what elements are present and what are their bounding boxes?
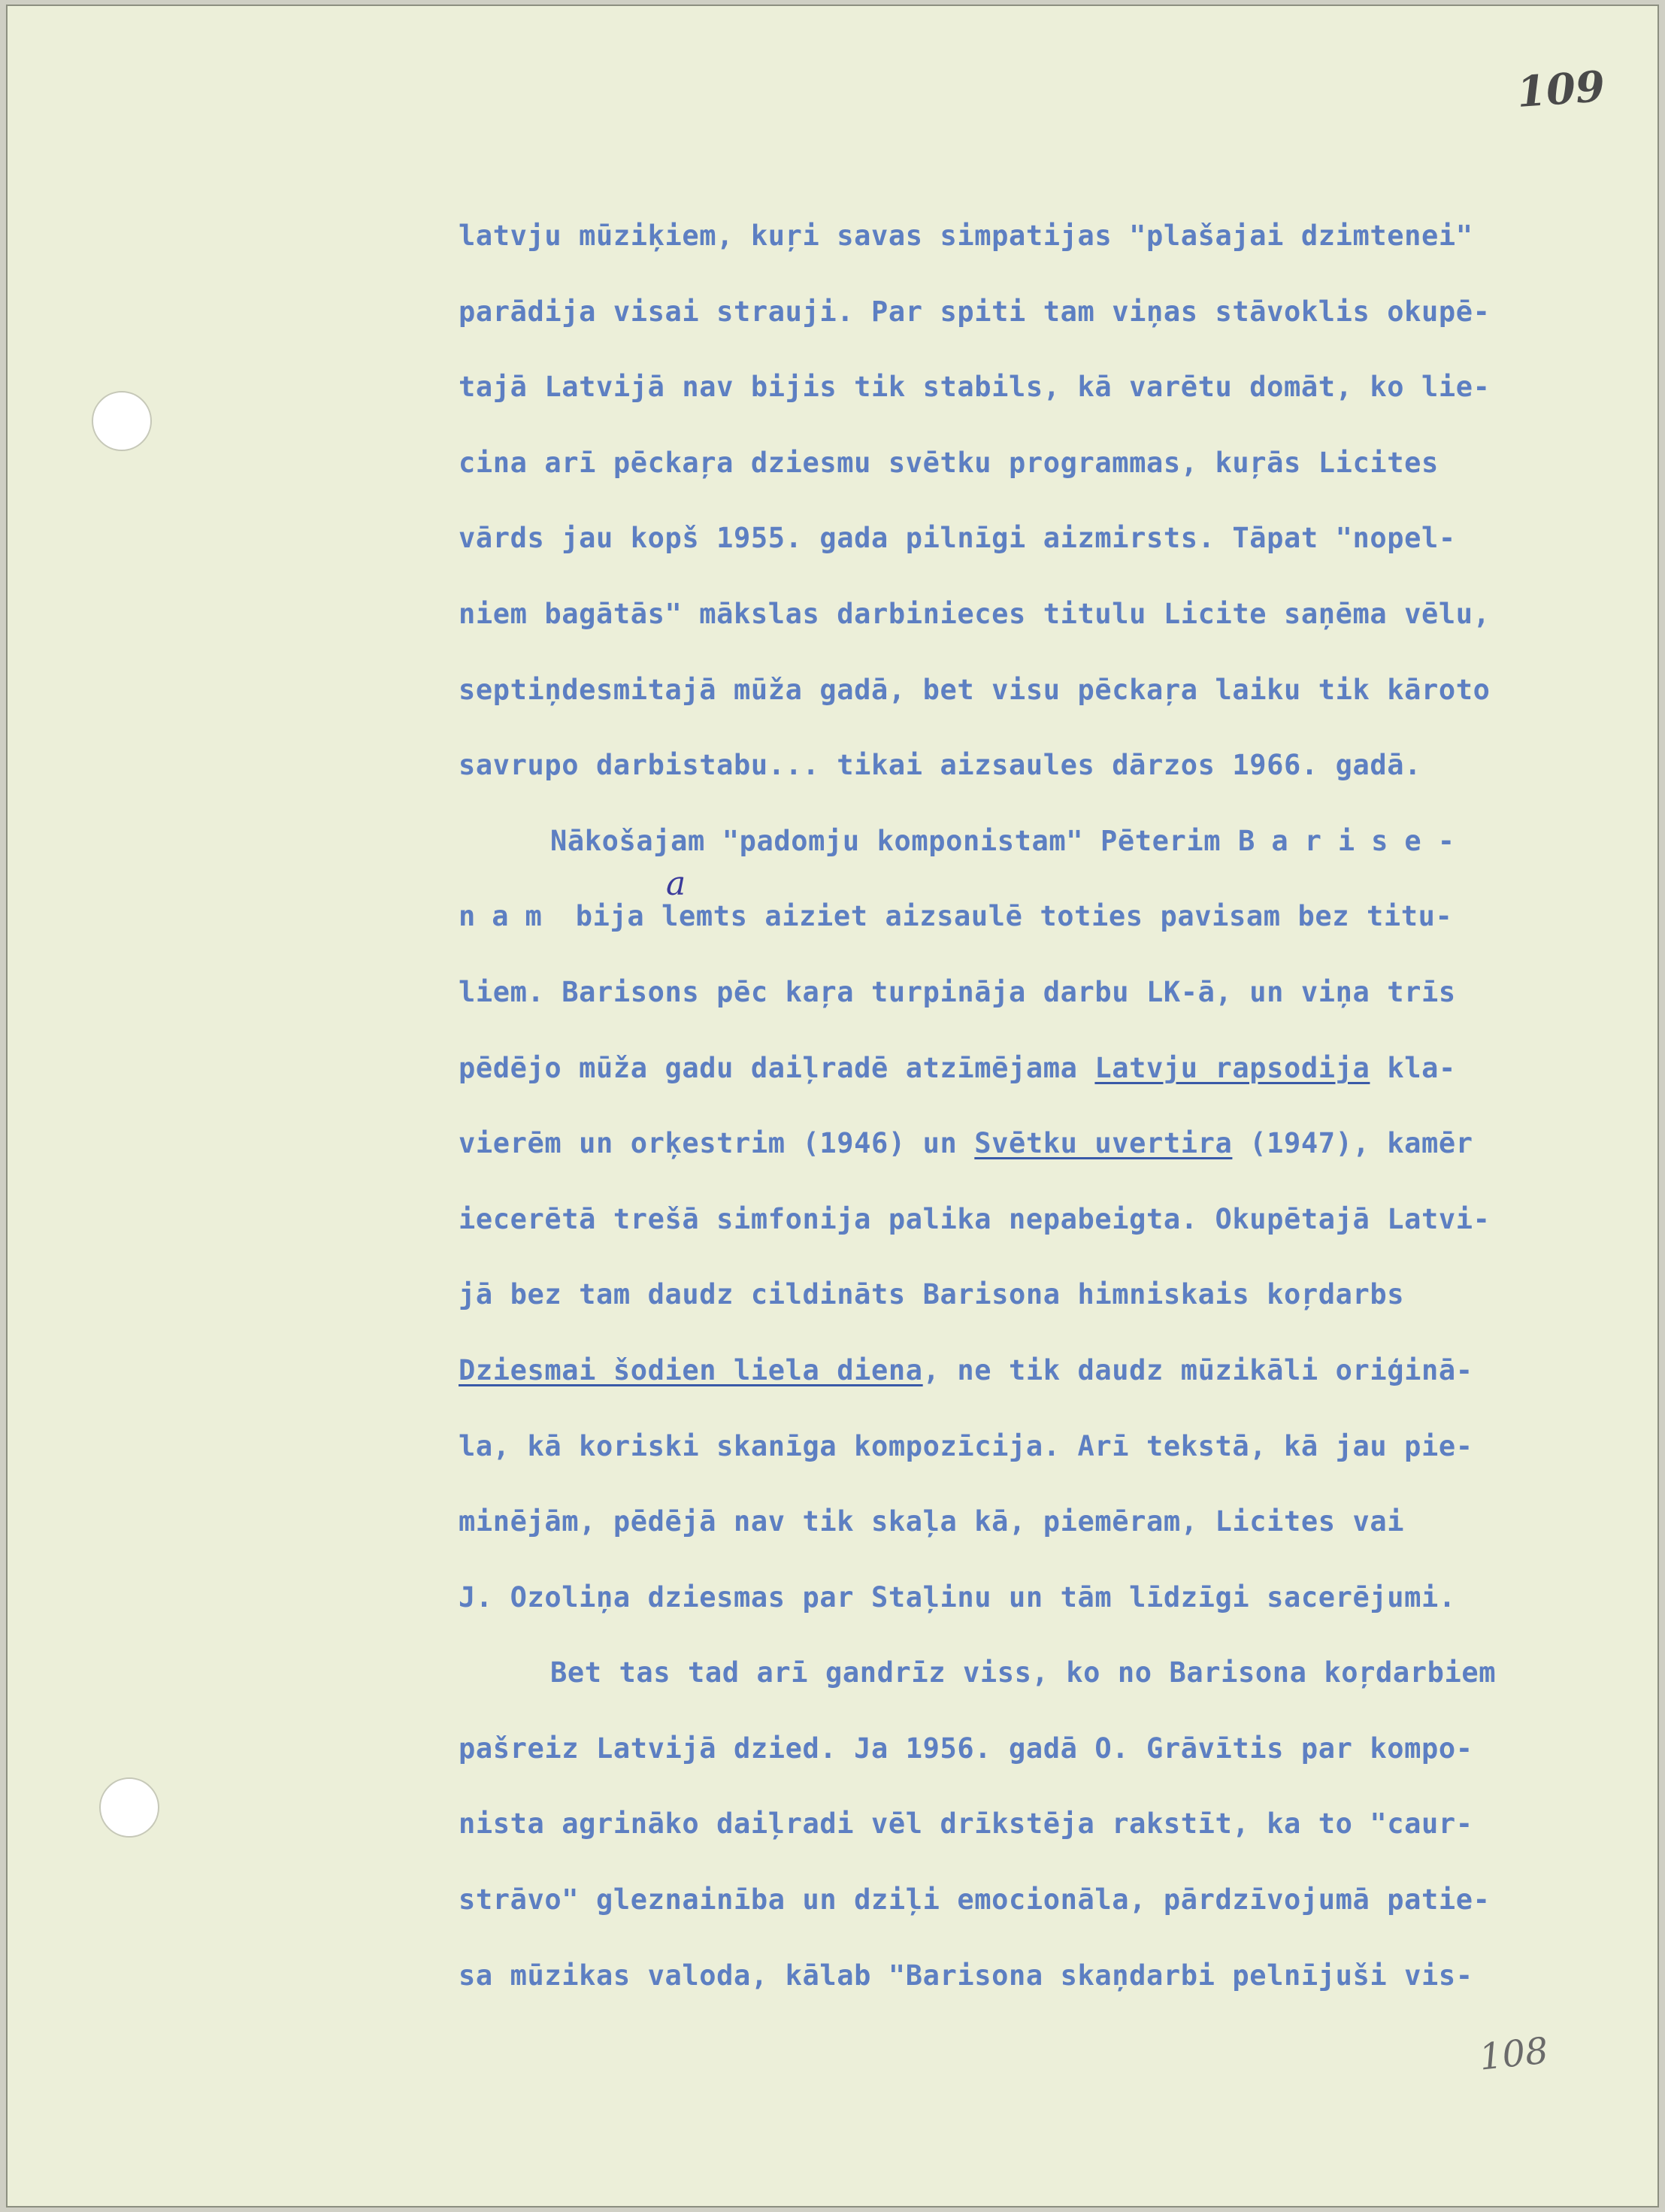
spaced-name: Barise- [1238,824,1471,857]
text-line: iecerētā trešā simfonija palika nepabeigta. Okupētajā Latvi- [459,1202,1491,1235]
punch-hole [92,391,152,451]
text-line: J. Ozoliņa dziesmas par Staļinu un tām līdzīgi sacerējumi. [459,1580,1456,1614]
text-line: pašreiz Latvijā dzied. Ja 1956. gadā O. Grāvītis par kompo- [459,1732,1473,1765]
text-line: parādija visai strauji. Par spiti tam viņas stāvoklis okupē- [459,295,1491,328]
text-line: minējām, pēdējā nav tik skaļa kā, piemēram, Licites vai [459,1505,1405,1538]
text-line [459,1043,1601,1119]
underlined-title: Dziesmai šodien liela diena [459,1353,923,1386]
text-line [459,1345,1601,1421]
typed-text-body [459,211,1601,2026]
underlined-title: Latvju rapsodija [1094,1051,1370,1084]
text-span: vierēm un orķestrim (1946) un [459,1127,975,1160]
handwritten-correction: a [666,865,686,903]
text-span: (1947), kamēr [1232,1127,1473,1160]
text-span: , ne tik daudz mūzikāli oriģinā- [922,1353,1473,1386]
underlined-title: Svētku uvertira [974,1127,1233,1160]
text-line [459,816,1601,892]
text-span: kla- [1370,1051,1456,1084]
text-line: liem. Barisons pēc kaŗa turpināja darbu LK-ā, un viņa trīs [459,975,1456,1008]
spaced-name: nam [459,900,559,933]
text-span: pēdējo mūža gadu daiļradē atzīmējama [459,1051,1095,1084]
text-line: vārds jau kopš 1955. gada pilnīgi aizmirsts. Tāpat "nopel- [459,522,1456,555]
text-line: latvju mūziķiem, kuŗi savas simpatijas "plašajai dzimtenei" [459,220,1473,252]
page-number-handwritten: 109 [1515,62,1607,117]
text-line: sa mūzikas valoda, kālab "Barisona skaņdarbi pelnījuši vis- [459,1959,1473,1992]
document-page [6,5,1659,2207]
text-line: septiņdesmitajā mūža gadā, bet visu pēckaŗa laiku tik kāroto [459,673,1491,706]
text-line [459,1118,1601,1194]
punch-hole [99,1777,159,1838]
text-line: Bet tas tad arī gandrīz viss, ko no Barisona koŗdarbiem [550,1656,1497,1689]
text-span: bija lemts aiziet aizsaulē toties pavisam bez titu- [558,900,1453,933]
text-span: Nākošajam "padomju komponistam" Pēterim [550,824,1239,857]
text-line: jā bez tam daudz cildināts Barisona himniskais koŗdarbs [459,1278,1405,1311]
text-line: nista agrināko daiļradi vēl drīkstēja rakstīt, ka to "caur- [459,1807,1473,1841]
text-line: cina arī pēckaŗa dziesmu svētku programmas, kuŗās Licites [459,446,1439,479]
text-line: la, kā koriski skanīga kompozīcija. Arī tekstā, kā jau pie- [459,1429,1473,1462]
text-line: savrupo darbistabu... tikai aizsaules dārzos 1966. gadā. [459,749,1422,782]
text-line: niem bagātās" mākslas darbinieces titulu Licite saņēma vēlu, [459,597,1491,630]
text-line [459,891,1601,967]
text-line: strāvo" gleznainība un dziļi emocionāla, pārdzīvojumā patie- [459,1883,1491,1917]
page-number-handwritten-bottom: 108 [1477,2029,1551,2079]
text-line: tajā Latvijā nav bijis tik stabils, kā varētu domāt, ko lie- [459,371,1491,404]
